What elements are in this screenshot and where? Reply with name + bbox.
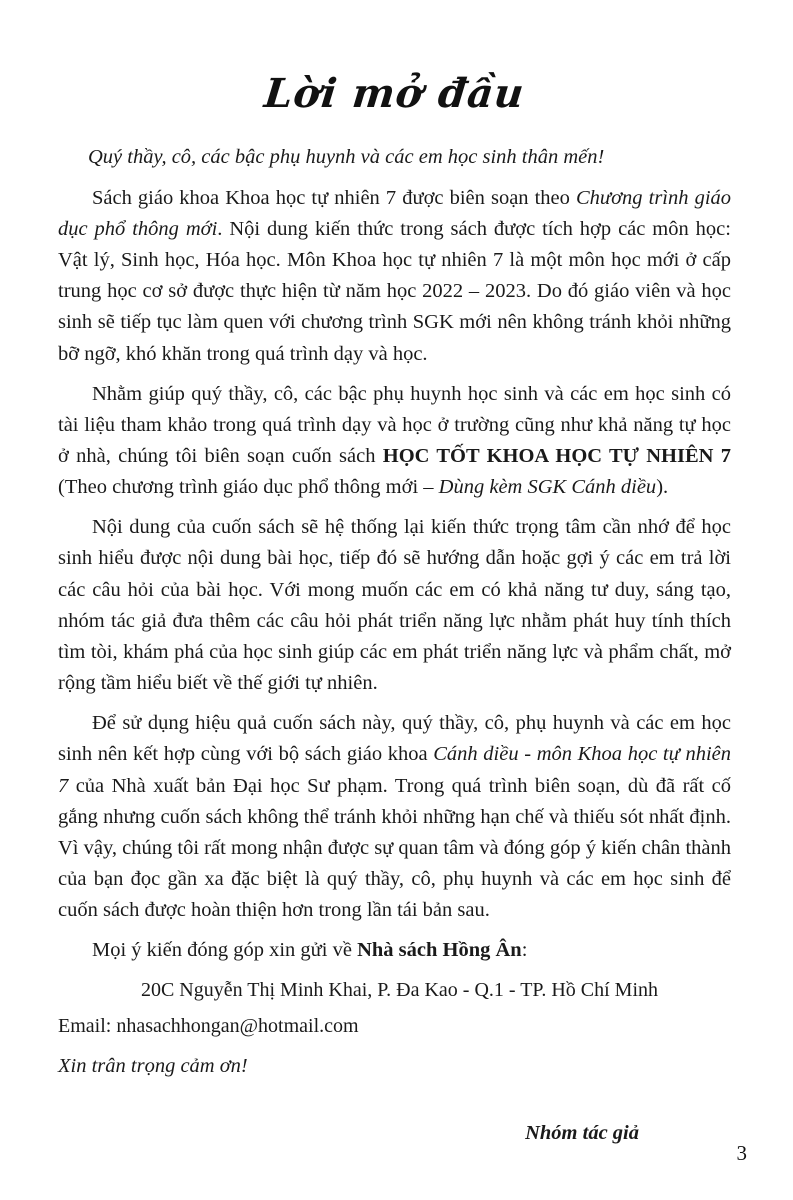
paragraph-1 — [58, 183, 731, 370]
page-title: Lời mở đầu — [262, 70, 527, 117]
paragraph-4-part-a: Để sử dụng hiệu quả cuốn sách này, quý thầy, cô, phụ huynh và các em học sinh nên kết hợp cùng với bộ sách giáo khoa — [58, 712, 731, 766]
paragraph-2-part-c: ). — [656, 476, 669, 499]
signature-text: Nhóm tác giả — [525, 1122, 639, 1145]
thanks-text: Xin trân trọng cảm ơn! — [58, 1055, 248, 1078]
book-title-bold: HỌC TỐT KHOA HỌC TỰ NHIÊN 7 — [382, 444, 731, 467]
paragraph-4 — [58, 708, 731, 926]
paragraph-2 — [58, 379, 731, 504]
paragraph-3: Nội dung của cuốn sách sẽ hệ thống lại kiến thức trọng tâm cần nhớ để học sinh hiểu được nội dung bài học, tiếp đó sẽ hướng dẫn hoặc gợi ý các em trả lời các câu hỏi của bài học. Với mong muốn các em có khả năng tư duy, sáng tạo, nhóm tác giả đưa thêm các câu hỏi phát triển năng lực nhằm phát huy tính thích tìm tòi, khám phá của học sinh giúp các em phát triển năng lực và phẩm chất, mở rộng tầm hiểu biết về thế giới tự nhiên. — [58, 516, 731, 695]
paragraph-4-italic: Cánh diều - môn Khoa học tự nhiên 7 — [58, 743, 731, 797]
contact-address: 20C Nguyễn Thị Minh Khai, P. Đa Kao - Q.1 - TP. Hồ Chí Minh — [140, 979, 659, 1002]
publisher-name: Nhà sách Hồng Ân — [357, 939, 522, 962]
paragraph-2-part-b: (Theo chương trình giáo dục phổ thông mới – — [58, 476, 439, 499]
salutation-text: Quý thầy, cô, các bậc phụ huynh và các em học sinh thân mến! — [88, 146, 605, 168]
paragraph-1-part-b: . Nội dung kiến thức trong sách được tích hợp các môn học: Vật lý, Sinh học, Hóa học. Môn Khoa học tự nhiên 7 là một môn học mới ở cấp trung học cơ sở được thực hiện từ năm học 2022 – 2023. Do đó giáo viên và học sinh sẽ tiếp tục làm quen với chương trình SGK mới nên không tránh khỏi những bỡ ngỡ, khó khăn trong quá trình dạy và học. — [58, 217, 731, 365]
paragraph-1-part-a: Sách giáo khoa Khoa học tự nhiên 7 được biên soạn theo — [92, 186, 576, 209]
contact-intro: Mọi ý kiến đóng góp xin gửi về — [92, 939, 358, 962]
contact-colon: : — [521, 939, 528, 962]
contact-line — [58, 935, 731, 966]
paragraph-2-part-a: Nhằm giúp quý thầy, cô, các bậc phụ huynh học sinh và các em học sinh có tài liệu tham khảo trong quá trình dạy và học ở trường cũng như khả năng tự học ở nhà, chúng tôi biên soạn cuốn sách — [58, 382, 731, 467]
paragraph-1-italic: Chương trình giáo dục phổ thông mới — [58, 186, 732, 240]
paragraph-2-italic: Dùng kèm SGK Cánh diều — [438, 476, 657, 499]
contact-email: Email: nhasachhongan@hotmail.com — [58, 1015, 359, 1038]
paragraph-4-part-b: của Nhà xuất bản Đại học Sư phạm. Trong quá trình biên soạn, dù đã rất cố gắng nhưng cuốn sách không thể tránh khỏi những hạn chế và thiếu sót nhất định. Vì vậy, chúng tôi rất mong nhận được sự quan tâm và đóng góp ý kiến chân thành của bạn đọc gần xa đặc biệt là quý thầy, cô, phụ huynh và các em học sinh để cuốn sách được hoàn thiện hơn trong lần tái bản sau. — [58, 774, 731, 922]
page-number: 3 — [736, 1141, 747, 1165]
